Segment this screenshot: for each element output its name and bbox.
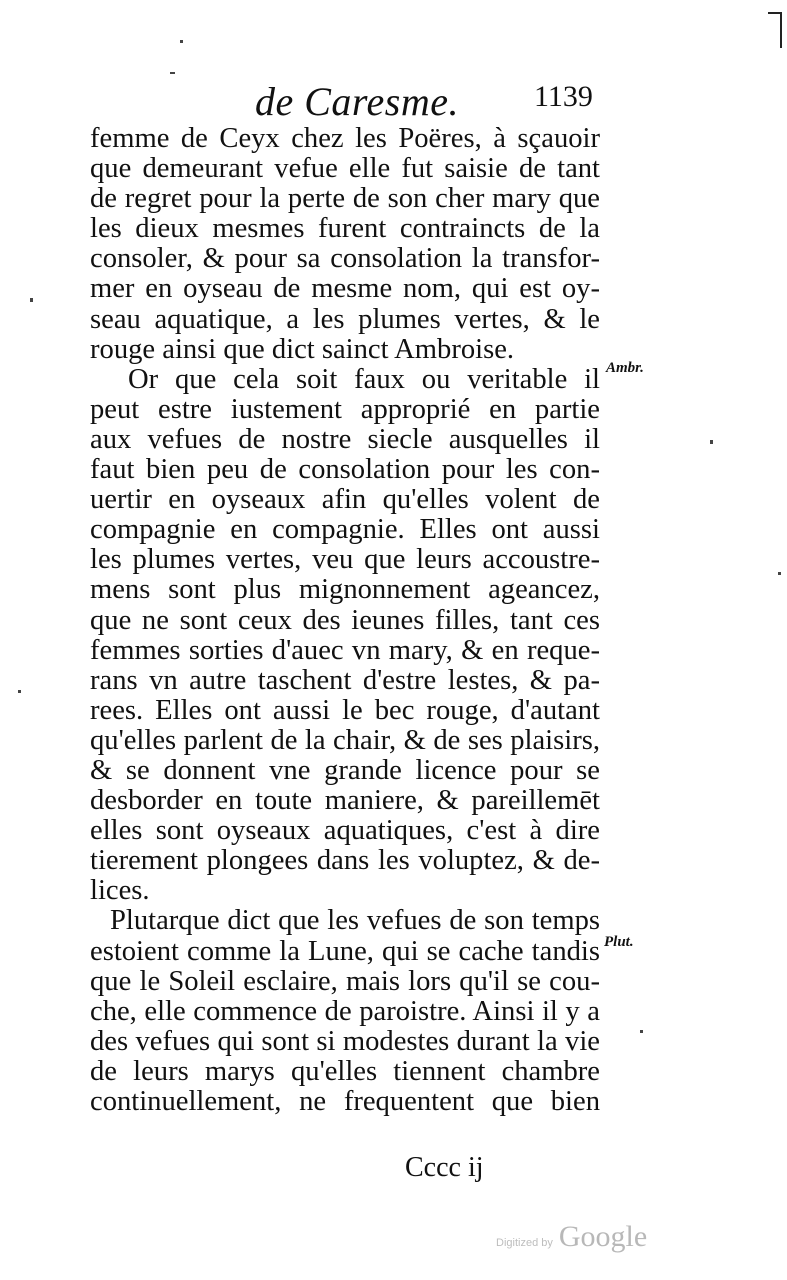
text-line: seau aquatique, a les plumes vertes, & le: [90, 304, 600, 335]
text-line: des vefues qui sont si modestes durant la vie: [90, 1026, 600, 1057]
text-line: femme de Ceyx chez les Poëres, à sçauoir: [90, 124, 600, 154]
text-line: que demeurant vefue elle fut saisie de tant: [90, 154, 600, 185]
scan-speck: [30, 298, 33, 302]
text-line: rans vn autre taschent d'estre lestes, & pa-: [90, 665, 600, 696]
scan-speck: [170, 72, 175, 74]
margin-note-plut: Plut.: [604, 934, 634, 950]
running-title: de Caresme.: [255, 79, 459, 124]
digitized-watermark: [496, 1220, 647, 1254]
body-text: [90, 124, 600, 1117]
page-number: 1139: [534, 80, 593, 113]
text-line: & se donnent vne grande licence pour se: [90, 755, 600, 786]
text-line: que ne sont ceux des ieunes filles, tant ces: [90, 605, 600, 636]
text-line: Or que cela soit faux ou veritable il: [128, 364, 600, 395]
text-line: elles sont oyseaux aquatiques, c'est à dire: [90, 816, 600, 847]
text-line: consoler, & pour sa consolation la transfor-: [90, 244, 600, 275]
text-line: che, elle commence de paroistre. Ainsi il y a: [90, 996, 600, 1027]
text-line: compagnie en compagnie. Elles ont aussi: [90, 515, 600, 546]
scan-speck: [18, 690, 21, 693]
text-line: mens sont plus mignonnement ageancez,: [90, 575, 600, 606]
scan-speck: [710, 440, 713, 444]
text-line: qu'elles parlent de la chair, & de ses plaisirs,: [90, 725, 600, 756]
text-line: mer en oyseau de mesme nom, qui est oy-: [90, 274, 600, 305]
text-line: peut estre iustement approprié en partie: [90, 394, 600, 425]
scan-speck: [640, 1030, 643, 1033]
text-line: aux vefues de nostre siecle ausquelles il: [90, 424, 600, 455]
text-line: uertir en oyseaux afin qu'elles volent de: [90, 485, 600, 516]
google-logo: Google: [558, 1220, 648, 1253]
scan-speck: [180, 40, 183, 43]
signature-mark: Cccc ij: [405, 1152, 484, 1183]
text-line: que le Soleil esclaire, mais lors qu'il se cou-: [90, 966, 600, 997]
text-line: Plutarque dict que les vefues de son temps: [110, 906, 600, 937]
text-line: lices.: [90, 875, 150, 907]
text-line: faut bien peu de consolation pour les con-: [90, 455, 600, 486]
text-line: rouge ainsi que dict sainct Ambroise.: [90, 333, 515, 365]
text-line: continuellement, ne frequentent que bien: [90, 1087, 600, 1117]
margin-note-ambr: Ambr.: [606, 360, 644, 376]
corner-bracket-mark: [768, 12, 782, 48]
text-line: tierement plongees dans les voluptez, & de-: [90, 846, 600, 877]
text-line: desborder en toute maniere, & pareillemēt: [90, 786, 600, 817]
text-line: rees. Elles ont aussi le bec rouge, d'autant: [90, 695, 600, 726]
watermark-prefix: Digitized by: [496, 1237, 553, 1249]
text-line: les plumes vertes, veu que leurs accoustre-: [90, 545, 600, 576]
text-line: de leurs marys qu'elles tiennent chambre: [90, 1056, 600, 1087]
text-line: femmes sorties d'auec vn mary, & en reque-: [90, 635, 600, 666]
text-line: estoient comme la Lune, qui se cache tandis: [90, 936, 600, 967]
scan-speck: [778, 572, 781, 575]
text-line: de regret pour la perte de son cher mary que: [90, 184, 600, 215]
text-line: les dieux mesmes furent contraincts de la: [90, 214, 600, 245]
